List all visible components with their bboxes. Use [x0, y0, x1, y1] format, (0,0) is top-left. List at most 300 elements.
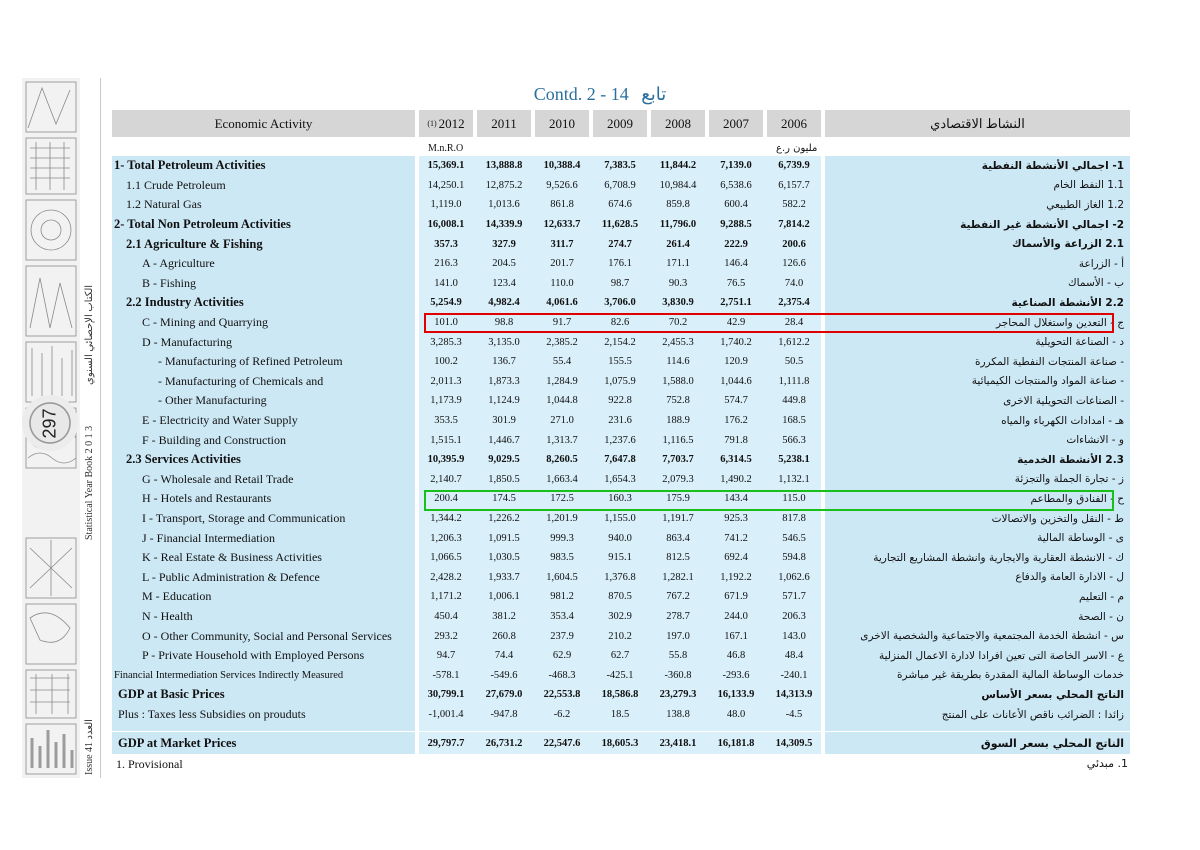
- provisional-mark: (1): [427, 119, 437, 128]
- row-value-2008: 2,079.3: [662, 473, 694, 485]
- footnote-ar: 1. مبدئي: [1086, 757, 1128, 770]
- table-row: [112, 568, 1130, 588]
- row-value-2006: 582.2: [782, 199, 806, 211]
- table-row: [112, 352, 1130, 372]
- header-year-2011: 2011: [477, 110, 531, 137]
- row-value-2010: 1,201.9: [546, 513, 578, 525]
- row-value-2009: 82.6: [610, 317, 630, 329]
- row-value-2012: 2,011.3: [430, 375, 462, 387]
- row-value-2011: 1,124.9: [488, 395, 520, 407]
- footnote-en: 1. Provisional: [116, 757, 183, 771]
- row-value-2012: 200.4: [434, 493, 458, 505]
- row-value-2011: 1,446.7: [488, 434, 520, 446]
- table-row: [112, 234, 1130, 254]
- row-value-2006: 115.0: [782, 493, 806, 505]
- row-value-2011: 1,006.1: [488, 591, 520, 603]
- row-value-2009: 1,654.3: [604, 473, 636, 485]
- row-label-ar: ى - الوساطة المالية: [1037, 532, 1124, 545]
- row-value-2007: 6,314.5: [720, 454, 752, 466]
- row-value-2007: 1,192.2: [720, 571, 752, 583]
- row-value-2007: 146.4: [724, 258, 748, 270]
- row-label-ar: 2.2 الأنشطة الصناعية: [1011, 296, 1124, 309]
- row-value-2008: 261.4: [666, 238, 690, 250]
- row-value-2006: 48.4: [784, 650, 804, 662]
- page-number-badge: [22, 395, 78, 451]
- market-value-2006: 14,309.5: [775, 737, 813, 749]
- unit-ar: مليون ر.ع: [776, 142, 818, 154]
- yearbook-label-ar: الكتاب الإحصائي السنوي: [84, 284, 95, 385]
- row-value-2012: 357.3: [434, 238, 458, 250]
- row-value-2008: 1,191.7: [662, 513, 694, 525]
- table-row: [112, 450, 1130, 470]
- row-value-2012: 10,395.9: [427, 454, 465, 466]
- row-value-2008: 278.7: [666, 611, 690, 623]
- table-row: [112, 626, 1130, 646]
- row-value-2010: 1,663.4: [546, 473, 578, 485]
- row-value-2006: 50.5: [784, 356, 804, 368]
- row-value-2006: -4.5: [785, 709, 803, 721]
- row-value-2006: 1,111.8: [778, 375, 810, 387]
- row-value-2010: 1,604.5: [546, 571, 578, 583]
- row-value-2010: 2,385.2: [546, 336, 578, 348]
- row-value-2006: 206.3: [782, 611, 806, 623]
- market-value-2012: 29,797.7: [427, 737, 465, 749]
- row-value-2007: 7,139.0: [720, 160, 752, 172]
- market-value-2007: 16,181.8: [717, 737, 755, 749]
- row-label-ar: ب - الأسماك: [1068, 277, 1124, 290]
- row-value-2011: 123.4: [492, 277, 516, 289]
- row-value-2010: 237.9: [550, 630, 574, 642]
- row-label-en: D - Manufacturing: [142, 334, 232, 349]
- row-value-2006: 126.6: [782, 258, 806, 270]
- row-label-en: 2.2 Industry Activities: [126, 295, 244, 310]
- row-value-2009: 98.7: [610, 277, 630, 289]
- row-value-2011: 1,226.2: [488, 513, 520, 525]
- row-value-2010: -468.3: [548, 669, 576, 681]
- yearbook-label-en: Statistical Year Book 2 0 1 3: [84, 425, 95, 540]
- row-label-en: - Other Manufacturing: [158, 393, 267, 408]
- row-value-2009: 62.7: [610, 650, 630, 662]
- row-value-2009: 18,586.8: [601, 689, 639, 701]
- row-value-2007: 244.0: [724, 611, 748, 623]
- table-row: [112, 372, 1130, 392]
- row-label-ar: ع - الاسر الخاصة التى تعين افرادا لادارة الاعمال المنزلية: [878, 649, 1124, 662]
- row-value-2012: 101.0: [434, 317, 458, 329]
- row-value-2008: 11,796.0: [659, 219, 697, 231]
- row-label-ar: 1- اجمالي الأنشطة النفطية: [981, 159, 1124, 172]
- row-value-2011: 13,888.8: [485, 160, 523, 172]
- row-value-2008: 752.8: [666, 395, 690, 407]
- row-value-2009: 6,708.9: [604, 179, 636, 191]
- row-value-2011: 136.7: [492, 356, 516, 368]
- row-value-2006: 449.8: [782, 395, 806, 407]
- row-value-2008: 2,455.3: [662, 336, 694, 348]
- row-value-2008: 188.9: [666, 415, 690, 427]
- header-year-2006: 2006: [767, 110, 821, 137]
- row-label-ar: أ - الزراعة: [1078, 257, 1124, 270]
- row-value-2009: 1,376.8: [604, 571, 636, 583]
- row-value-2008: 197.0: [666, 630, 690, 642]
- market-prices-row: [112, 732, 1130, 754]
- row-value-2011: 9,029.5: [488, 454, 520, 466]
- row-value-2008: 1,116.5: [662, 434, 694, 446]
- row-value-2012: 353.5: [434, 415, 458, 427]
- row-value-2007: -293.6: [722, 669, 750, 681]
- row-value-2009: 3,706.0: [604, 297, 636, 309]
- row-label-ar: 2- اجمالي الأنشطة غير النفطية: [960, 218, 1124, 231]
- row-value-2006: 566.3: [782, 434, 806, 446]
- row-value-2007: 600.4: [724, 199, 748, 211]
- row-value-2010: 12,633.7: [543, 219, 581, 231]
- row-label-en: N - Health: [142, 609, 193, 624]
- row-value-2008: 175.9: [666, 493, 690, 505]
- row-label-ar: ح - الفنادق والمطاعم: [1030, 492, 1124, 505]
- row-value-2008: 1,282.1: [662, 571, 694, 583]
- row-value-2012: 5,254.9: [430, 297, 462, 309]
- row-value-2010: 110.0: [550, 277, 574, 289]
- row-value-2012: 1,173.9: [430, 395, 462, 407]
- row-label-en: J - Financial Intermediation: [142, 530, 275, 545]
- row-value-2012: 1,206.3: [430, 532, 462, 544]
- row-value-2007: 574.7: [724, 395, 748, 407]
- row-value-2007: 1,044.6: [720, 375, 752, 387]
- row-value-2012: 14,250.1: [427, 179, 465, 191]
- row-label-en: K - Real Estate & Business Activities: [142, 550, 322, 565]
- row-value-2012: -578.1: [432, 669, 460, 681]
- row-value-2012: 293.2: [434, 630, 458, 642]
- row-label-ar: م - التعليم: [1079, 590, 1124, 603]
- market-label-ar: الناتج المحلي بسعر السوق: [980, 736, 1124, 750]
- row-label-ar: د - الصناعة التحويلية: [1035, 336, 1124, 349]
- row-value-2011: 301.9: [492, 415, 516, 427]
- row-value-2012: 141.0: [434, 277, 458, 289]
- row-value-2012: 3,285.3: [430, 336, 462, 348]
- market-value-2011: 26,731.2: [485, 737, 523, 749]
- header-activity-ar: النشاط الاقتصادي: [825, 110, 1130, 137]
- table-row: [112, 509, 1130, 529]
- row-value-2011: 1,013.6: [488, 199, 520, 211]
- row-label-en: E - Electricity and Water Supply: [142, 413, 298, 428]
- market-value-2010: 22,547.6: [543, 737, 581, 749]
- row-label-en: I - Transport, Storage and Communication: [142, 511, 346, 526]
- row-value-2011: 4,982.4: [488, 297, 520, 309]
- row-value-2007: 46.8: [726, 650, 746, 662]
- row-value-2011: 327.9: [492, 238, 516, 250]
- row-label-ar: - صناعة المنتجات النفطية المكررة: [974, 355, 1124, 368]
- side-divider: [100, 78, 101, 778]
- row-value-2006: 546.5: [782, 532, 806, 544]
- header-year-2012: [419, 110, 473, 137]
- row-label-ar: - الصناعات التحويلية الاخرى: [1003, 394, 1124, 407]
- row-value-2008: 90.3: [668, 277, 688, 289]
- row-label-en: 1- Total Petroleum Activities: [114, 158, 266, 173]
- table-row: [112, 646, 1130, 666]
- row-value-2009: 231.6: [608, 415, 632, 427]
- row-value-2007: 9,288.5: [720, 219, 752, 231]
- row-value-2012: -1,001.4: [428, 709, 464, 721]
- row-value-2010: 1,284.9: [546, 375, 578, 387]
- header-year-2010: 2010: [535, 110, 589, 137]
- row-value-2012: 1,066.5: [430, 552, 462, 564]
- row-value-2012: 216.3: [434, 258, 458, 270]
- row-value-2012: 2,428.2: [430, 571, 462, 583]
- row-value-2007: 42.9: [726, 317, 746, 329]
- row-value-2006: 74.0: [784, 277, 804, 289]
- row-value-2011: 204.5: [492, 258, 516, 270]
- row-value-2010: 1,313.7: [546, 434, 578, 446]
- row-value-2006: 1,132.1: [778, 473, 810, 485]
- row-value-2006: 6,739.9: [778, 160, 810, 172]
- row-value-2012: 100.2: [434, 356, 458, 368]
- row-value-2010: 271.0: [550, 415, 574, 427]
- row-value-2009: -425.1: [606, 669, 634, 681]
- row-label-ar: 1.2 الغاز الطبيعي: [1046, 198, 1124, 211]
- row-value-2010: 91.7: [552, 317, 572, 329]
- table-row: [112, 274, 1130, 294]
- row-value-2007: 16,133.9: [717, 689, 755, 701]
- row-value-2011: 174.5: [492, 493, 516, 505]
- row-label-en: Plus : Taxes less Subsidies on prouduts: [118, 707, 306, 722]
- row-label-en: 2.3 Services Activities: [126, 452, 241, 467]
- row-label-en: C - Mining and Quarrying: [142, 315, 268, 330]
- row-value-2011: 1,873.3: [488, 375, 520, 387]
- table-row: [112, 528, 1130, 548]
- row-value-2009: 155.5: [608, 356, 632, 368]
- title-en: Contd. 2 - 14: [533, 84, 629, 104]
- header-year-2007: 2007: [709, 110, 763, 137]
- row-value-2011: 260.8: [492, 630, 516, 642]
- row-label-en: Financial Intermediation Services Indirectly Measured: [114, 669, 344, 681]
- row-value-2011: -947.8: [490, 709, 518, 721]
- row-value-2007: 6,538.6: [720, 179, 752, 191]
- row-label-en: P - Private Household with Employed Persons: [142, 648, 365, 663]
- row-label-ar: ل - الادارة العامة والدفاع: [1015, 571, 1124, 584]
- table-row: [112, 705, 1130, 725]
- row-value-2008: 1,588.0: [662, 375, 694, 387]
- row-value-2009: 1,237.6: [604, 434, 636, 446]
- header-activity-en: Economic Activity: [112, 110, 415, 137]
- issue-label: Issue 41 العدد: [84, 719, 95, 775]
- row-value-2010: 4,061.6: [546, 297, 578, 309]
- row-value-2009: 7,383.5: [604, 160, 636, 172]
- table-row: [112, 607, 1130, 627]
- row-value-2010: 22,553.8: [543, 689, 581, 701]
- row-value-2006: 817.8: [782, 513, 806, 525]
- table-row: [112, 470, 1130, 490]
- row-value-2007: 925.3: [724, 513, 748, 525]
- table-row: [112, 176, 1130, 196]
- row-label-en: H - Hotels and Restaurants: [142, 491, 272, 506]
- row-label-en: - Manufacturing of Chemicals and: [158, 373, 324, 388]
- row-value-2012: 1,171.2: [430, 591, 462, 603]
- row-value-2011: 1,850.5: [488, 473, 520, 485]
- row-value-2006: -240.1: [780, 669, 808, 681]
- row-value-2007: 167.1: [724, 630, 748, 642]
- row-value-2008: 23,279.3: [659, 689, 697, 701]
- row-value-2008: 10,984.4: [659, 179, 697, 191]
- table-row: [112, 666, 1130, 686]
- row-value-2009: 274.7: [608, 238, 632, 250]
- row-value-2008: 11,844.2: [659, 160, 697, 172]
- row-value-2012: 94.7: [436, 650, 456, 662]
- row-value-2010: 172.5: [550, 493, 574, 505]
- table-row: [112, 332, 1130, 352]
- row-label-ar: الناتج المحلي بسعر الأساس: [981, 688, 1124, 701]
- row-value-2008: 859.8: [666, 199, 690, 211]
- row-value-2007: 791.8: [724, 434, 748, 446]
- row-value-2012: 1,119.0: [430, 199, 462, 211]
- header-year-2009: 2009: [593, 110, 647, 137]
- row-value-2007: 143.4: [724, 493, 748, 505]
- row-value-2009: 1,155.0: [604, 513, 636, 525]
- row-value-2010: 10,388.4: [543, 160, 581, 172]
- row-value-2010: 311.7: [550, 238, 574, 250]
- market-value-2008: 23,418.1: [659, 737, 697, 749]
- row-value-2006: 168.5: [782, 415, 806, 427]
- row-label-en: 1.1 Crude Petroleum: [126, 177, 226, 192]
- row-value-2010: 62.9: [552, 650, 572, 662]
- row-value-2006: 594.8: [782, 552, 806, 564]
- row-label-en: - Manufacturing of Refined Petroleum: [158, 354, 343, 369]
- table-row: [112, 548, 1130, 568]
- row-value-2008: 138.8: [666, 709, 690, 721]
- row-value-2010: 9,526.6: [546, 179, 578, 191]
- row-value-2010: 999.3: [550, 532, 574, 544]
- row-value-2007: 120.9: [724, 356, 748, 368]
- row-label-ar: ج - التعدين واستغلال المحاجر: [995, 316, 1124, 329]
- page-title: [0, 84, 1200, 105]
- highlight-hotels-row: [424, 490, 1114, 511]
- row-value-2009: 11,628.5: [601, 219, 639, 231]
- row-value-2009: 7,647.8: [604, 454, 636, 466]
- row-value-2008: 114.6: [666, 356, 690, 368]
- table-row: [112, 587, 1130, 607]
- page-number: 297: [39, 407, 60, 439]
- row-label-ar: ن - الصحة: [1078, 610, 1124, 623]
- row-value-2010: 983.5: [550, 552, 574, 564]
- table-row: [112, 254, 1130, 274]
- row-value-2008: 55.8: [668, 650, 688, 662]
- row-label-ar: ك - الانشطة العقارية والايجارية وانشطة المشاريع التجارية: [873, 551, 1124, 564]
- row-value-2011: 1,091.5: [488, 532, 520, 544]
- row-value-2006: 200.6: [782, 238, 806, 250]
- header-year-label: 2012: [438, 115, 465, 131]
- row-label-en: F - Building and Construction: [142, 432, 286, 447]
- row-value-2008: -360.8: [664, 669, 692, 681]
- row-label-ar: خدمات الوساطة المالية المقدرة بطريقة غير مباشرة: [897, 669, 1124, 682]
- row-value-2010: -6.2: [553, 709, 571, 721]
- row-label-ar: 2.3 الأنشطة الخدمية: [1017, 453, 1124, 466]
- row-value-2011: 27,679.0: [485, 689, 523, 701]
- row-value-2007: 671.9: [724, 591, 748, 603]
- row-label-ar: و - الانشاءات: [1066, 434, 1124, 447]
- row-value-2008: 863.4: [666, 532, 690, 544]
- row-value-2012: 30,799.1: [427, 689, 465, 701]
- row-value-2006: 6,157.7: [778, 179, 810, 191]
- row-value-2010: 8,260.5: [546, 454, 578, 466]
- row-value-2011: -549.6: [490, 669, 518, 681]
- row-value-2009: 18.5: [610, 709, 630, 721]
- row-value-2006: 14,313.9: [775, 689, 813, 701]
- row-value-2006: 143.0: [782, 630, 806, 642]
- table-row: [112, 156, 1130, 176]
- row-value-2012: 450.4: [434, 611, 458, 623]
- table-row: [112, 430, 1130, 450]
- row-value-2011: 3,135.0: [488, 336, 520, 348]
- row-value-2009: 674.6: [608, 199, 632, 211]
- row-value-2006: 28.4: [784, 317, 804, 329]
- market-label-en: GDP at Market Prices: [118, 735, 237, 750]
- row-value-2011: 12,875.2: [485, 179, 523, 191]
- row-value-2009: 2,154.2: [604, 336, 636, 348]
- row-label-ar: ز - تجارة الجملة والتجزئة: [1014, 473, 1124, 486]
- row-value-2009: 940.0: [608, 532, 632, 544]
- row-value-2007: 76.5: [726, 277, 746, 289]
- row-value-2010: 201.7: [550, 258, 574, 270]
- row-label-ar: ط - النقل والتخزين والاتصالات: [991, 512, 1124, 525]
- row-value-2009: 922.8: [608, 395, 632, 407]
- row-value-2012: 1,515.1: [430, 434, 462, 446]
- row-value-2006: 1,062.6: [778, 571, 810, 583]
- table-row: [112, 411, 1130, 431]
- row-value-2012: 2,140.7: [430, 473, 462, 485]
- row-value-2008: 3,830.9: [662, 297, 694, 309]
- row-label-en: O - Other Community, Social and Personal Services: [142, 628, 392, 643]
- row-label-ar: س - انشطة الخدمة المجتمعية والاجتماعية والشخصية الاخرى: [860, 630, 1124, 643]
- row-value-2010: 861.8: [550, 199, 574, 211]
- row-value-2006: 1,612.2: [778, 336, 810, 348]
- unit-en: M.n.R.O: [428, 142, 464, 154]
- row-value-2007: 692.4: [724, 552, 748, 564]
- row-value-2008: 7,703.7: [662, 454, 694, 466]
- row-value-2006: 571.7: [782, 591, 806, 603]
- row-value-2010: 353.4: [550, 611, 574, 623]
- row-value-2012: 1,344.2: [430, 513, 462, 525]
- row-label-en: B - Fishing: [142, 275, 197, 290]
- title-ar: تابع: [641, 84, 667, 104]
- row-label-en: L - Public Administration & Defence: [142, 569, 320, 584]
- row-label-ar: - صناعة المواد والمنتجات الكيميائية: [971, 375, 1124, 388]
- highlight-mining-row: [424, 313, 1114, 333]
- row-label-ar: هـ - امدادات الكهرباء والمياه: [1001, 414, 1124, 427]
- table-row: [112, 391, 1130, 411]
- row-value-2011: 98.8: [494, 317, 514, 329]
- row-label-en: 1.2 Natural Gas: [126, 197, 202, 212]
- row-value-2007: 222.9: [724, 238, 748, 250]
- row-value-2008: 171.1: [666, 258, 690, 270]
- row-label-en: A - Agriculture: [142, 256, 215, 271]
- row-value-2009: 176.1: [608, 258, 632, 270]
- table-row: [112, 215, 1130, 235]
- row-value-2009: 160.3: [608, 493, 632, 505]
- row-label-en: GDP at Basic Prices: [118, 687, 225, 702]
- row-value-2007: 1,740.2: [720, 336, 752, 348]
- row-label-en: G - Wholesale and Retail Trade: [142, 471, 294, 486]
- row-label-ar: 2.1 الزراعة والأسماك: [1011, 238, 1124, 251]
- row-label-ar: زائدا : الضرائب ناقص الأعانات على المنتج: [941, 708, 1124, 721]
- header-year-2008: 2008: [651, 110, 705, 137]
- row-value-2007: 741.2: [724, 532, 748, 544]
- row-value-2011: 381.2: [492, 611, 516, 623]
- row-value-2008: 812.5: [666, 552, 690, 564]
- row-value-2008: 70.2: [668, 317, 688, 329]
- row-value-2011: 14,339.9: [485, 219, 523, 231]
- row-value-2007: 2,751.1: [720, 297, 752, 309]
- row-value-2009: 210.2: [608, 630, 632, 642]
- row-value-2006: 5,238.1: [778, 454, 810, 466]
- row-value-2009: 870.5: [608, 591, 632, 603]
- table-row: [112, 293, 1130, 313]
